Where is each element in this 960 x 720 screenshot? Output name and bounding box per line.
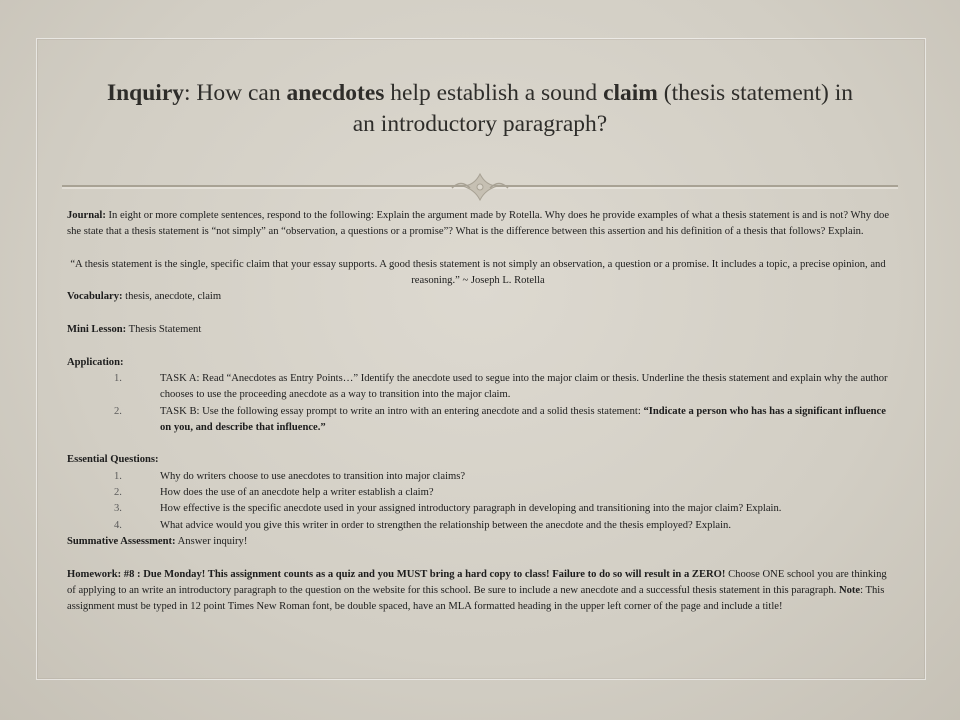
title-text-1: : How can bbox=[184, 80, 287, 106]
application-label: Application: bbox=[67, 356, 124, 368]
list-item: 1. Why do writers choose to use anecdotes to transition into major claims? bbox=[114, 470, 466, 482]
homework-text-2: : This assignment must be typed in 12 point Times New Roman font, be double spaced, have an MLA formatted heading in the upper left corner of the page and include a title! bbox=[67, 584, 885, 613]
title-anecdotes-word: anecdotes bbox=[286, 80, 385, 106]
mini-lesson-line bbox=[67, 322, 889, 338]
essential-questions-label: Essential Questions: bbox=[67, 454, 159, 466]
homework-note-label: Note bbox=[838, 584, 861, 596]
list-item: 3. How effective is the specific anecdote used in your assigned introductory paragraph in developing and transitioning into the major claim? Explain. bbox=[114, 503, 782, 515]
list-item: 2. How does the use of an anecdote help a writer establish a claim? bbox=[114, 487, 434, 499]
rotella-quote: “A thesis statement is the single, specific claim that your essay supports. A good thesis statement is not simply an observation, a question or a promise. It includes a topic, a precise opinion, and reasoning.” ~ Joseph L. Rotella bbox=[70, 258, 886, 287]
summative-text: Answer inquiry! bbox=[175, 535, 248, 547]
mini-lesson-text: Thesis Statement bbox=[126, 324, 202, 336]
homework-text-1: Choose ONE school you are thinking of applying to an write an introductory paragraph to the question on the website for this school. Be sure to include a new anecdote and a successful thesis statement in this paragraph. bbox=[67, 568, 887, 596]
title-text-2: help establish a sound bbox=[384, 80, 604, 106]
summative-label: Summative Assessment: bbox=[67, 535, 176, 547]
mini-lesson-label: Mini Lesson: bbox=[67, 324, 127, 336]
title-inquiry-label: Inquiry bbox=[106, 80, 185, 106]
journal-text: In eight or more complete sentences, respond to the following: Explain the argument made by Rotella. Why does he provide examples of what a thesis statement is and is not? Why doe she state that a thesis statement is “not simply” an “observation, a questions or a promise”? What is the difference between this assertion and his definition of a thesis that follows? Explain. bbox=[67, 210, 890, 238]
vocabulary-label: Vocabulary: bbox=[67, 291, 123, 303]
ornament-flourish-icon bbox=[448, 172, 512, 202]
essential-questions-list bbox=[67, 469, 889, 534]
journal-paragraph bbox=[67, 208, 889, 241]
journal-label: Journal: bbox=[67, 210, 106, 221]
vocabulary-text: thesis, anecdote, claim bbox=[122, 291, 222, 303]
homework-bold-text: Homework: #8 : Due Monday! This assignment counts as a quiz and you MUST bring a hard copy to class! Failure to do so will result in a ZERO! bbox=[67, 568, 726, 580]
slide-title bbox=[100, 78, 860, 140]
slide-content bbox=[67, 208, 889, 615]
title-claim-word: claim bbox=[603, 80, 658, 106]
list-item: 2. TASK B: Use the following essay prompt to write an intro with an entering anecdote and a solid thesis statement: “Indicate a person who has has a significant influence on you, and describe that influence.” bbox=[114, 405, 886, 433]
title-text-3: (thesis statement) in an introductory paragraph? bbox=[352, 80, 854, 137]
homework-paragraph bbox=[67, 567, 889, 616]
list-item: 1. TASK A: Read “Anecdotes as Entry Points…” Identify the anecdote used to segue into the major claim or thesis. Underline the thesis statement and explain why the author chooses to use the proceeding anecdote as a way to transition into the major claim. bbox=[114, 372, 888, 401]
application-list bbox=[67, 371, 889, 436]
summative-assessment-line bbox=[67, 534, 889, 550]
list-item: 4. What advice would you give this writer in order to strengthen the relationship between the anecdote and the thesis employed? Explain. bbox=[114, 519, 732, 531]
vocabulary-line bbox=[67, 289, 889, 305]
